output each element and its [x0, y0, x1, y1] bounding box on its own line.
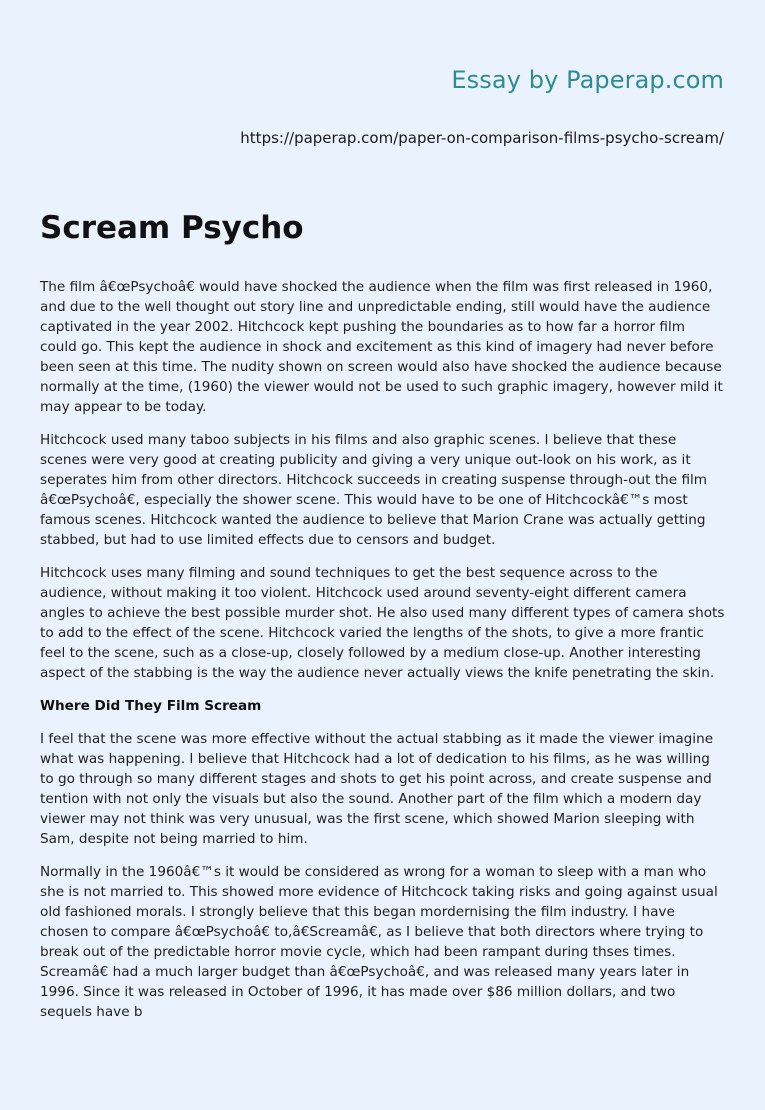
site-brand-link[interactable]: Essay by Paperap.com: [451, 66, 724, 94]
essay-paragraph: Hitchcock used many taboo subjects in his films and also graphic scenes. I believe that these scenes were very good at creating publicity and giving a very unique out-look on his work, as it seperates him from other directors. Hitchcock succeeds in creating suspense through-out the film â€œPsychoâ€, especially the shower scene. This would have to be one of Hitchcockâ€™s most famous scenes. Hitchcock wanted the audience to believe that Marion Crane was actually getting stabbed, but had to use limited effects due to censors and budget.: [40, 432, 708, 548]
essay-body: [40, 277, 726, 1035]
essay-paragraph: I feel that the scene was more effective without the actual stabbing as it made the viewer imagine what was happening. I believe that Hitchcock had a lot of dedication to his films, as he was willing to go through so many different stages and shots to get his point across, and create suspense and tention with not only the visuals but also the sound. Another part of the film which a modern day viewer may not think was very unusual, was the first scene, which showed Marion sleeping with Sam, despite not being married to him.: [40, 731, 714, 847]
essay-paragraph: Hitchcock uses many filming and sound techniques to get the best sequence across to the audience, without making it too violent. Hitchcock used around seventy-eight different camera angles to achieve the best possible murder shot. He also used many different types of camera shots to add to the effect of the scene. Hitchcock varied the lengths of the shots, to give a more frantic feel to the scene, such as a close-up, closely followed by a medium close-up. Another interesting aspect of the stabbing is the way the audience never actually views the knife penetrating the skin.: [40, 565, 725, 681]
source-url-link[interactable]: https://paperap.com/paper-on-comparison-films-psycho-scream/: [240, 129, 724, 147]
essay-paragraph: The film â€œPsychoâ€ would have shocked the audience when the film was first released in 1960, and due to the well thought out story line and unpredictable ending, still would have the audience captivated in the year 2002. Hitchcock kept pushing the boundaries as to how far a horror film could go. This kept the audience in shock and excitement as this kind of imagery had never before been seen at this time. The nudity shown on screen would also have shocked the audience because normally at the time, (1960) the viewer would not be used to such graphic imagery, however mild it may appear to be today.: [40, 279, 723, 415]
essay-title: Scream Psycho: [40, 210, 304, 246]
section-subheading: Where Did They Film Scream: [40, 698, 262, 714]
essay-paragraph: Normally in the 1960â€™s it would be considered as wrong for a woman to sleep with a man who she is not married to. This showed more evidence of Hitchcock taking risks and going against usual old fashioned morals. I strongly believe that this began mordernising the film industry. I have chosen to compare â€œPsychoâ€ to,â€Screamâ€, as I believe that both directors where trying to break out of the predictable horror movie cycle, which had been rampant during thses times. Screamâ€ had a much larger budget than â€œPsychoâ€, and was released many years later in 1996. Since it was released in October of 1996, it has made over $86 million dollars, and two sequels have b: [40, 864, 718, 1020]
